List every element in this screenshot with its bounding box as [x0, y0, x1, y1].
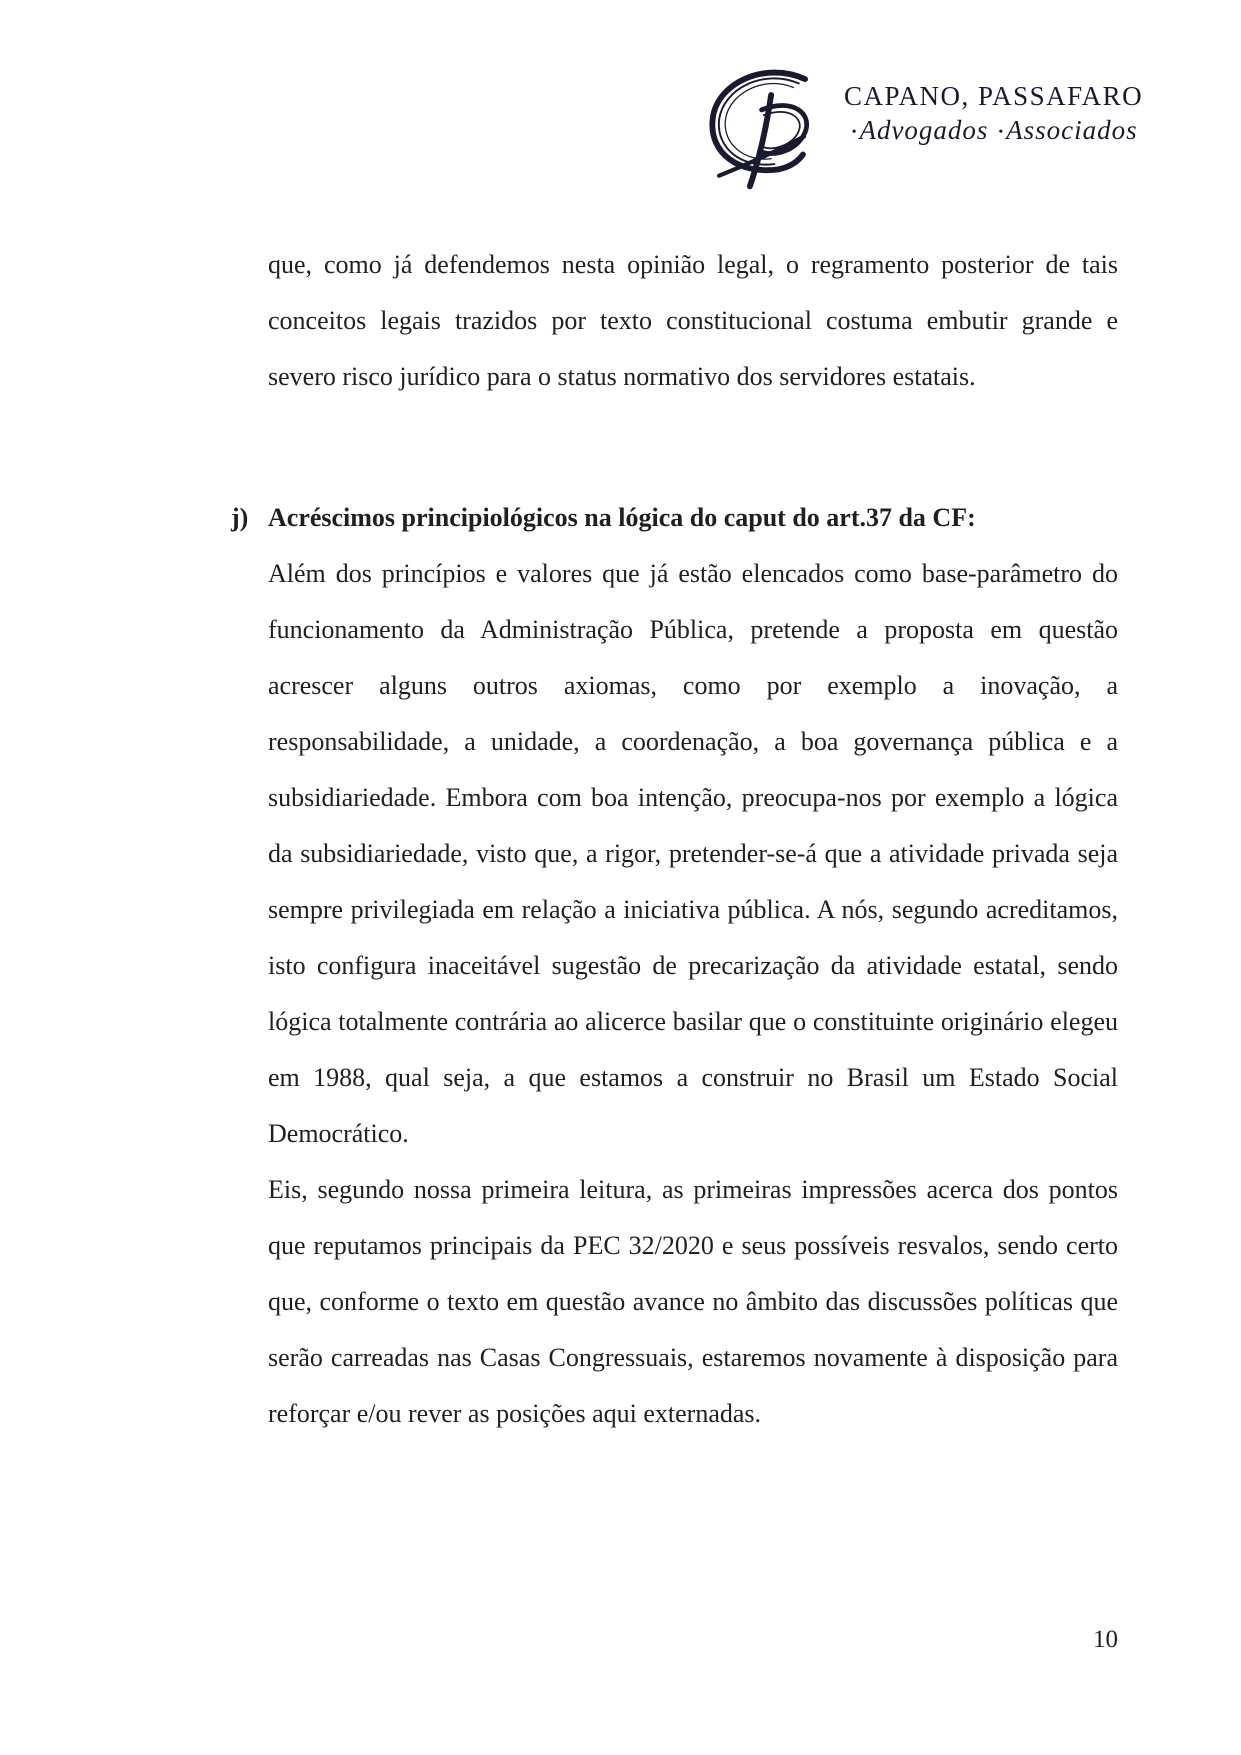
paragraph: Eis, segundo nossa primeira leitura, as primeiras impressões acerca dos pontos que reputamos principais da PEC 32/2020 e seus possíveis resvalos, sendo certo que, conforme o texto em questão avance no âmbito das discussões políticas que serão carreadas nas Casas Congressuais, estaremos novamente à disposição para reforçar e/ou rever as posições aqui externadas.: [268, 1175, 1118, 1428]
document-body: [231, 237, 1118, 1442]
firm-tagline: [844, 115, 1143, 146]
tagline-word: Associados: [1006, 115, 1138, 145]
section-heading-text: Acréscimos principiológicos na lógica do caput do art.37 da CF:: [268, 503, 976, 532]
page-number: 10: [1093, 1626, 1118, 1653]
tagline-ornament-dot: •: [851, 124, 858, 140]
logo-text-block: [844, 81, 1143, 146]
cp-monogram-icon: [700, 65, 838, 193]
tagline-ornament-dot: •: [998, 124, 1005, 140]
law-firm-logo: [700, 55, 1143, 193]
paragraph: Além dos princípios e valores que já estão elencados como base-parâmetro do funcionamento da Administração Pública, pretende a proposta em questão acrescer alguns outros axiomas, como por exemplo a inovação, a responsabilidade, a unidade, a coordenação, a boa governança pública e a subsidiariedade. Embora com boa intenção, preocupa-nos por exemplo a lógica da subsidiariedade, visto que, a rigor, pretender-se-á que a atividade privada seja sempre privilegiada em relação a iniciativa pública. A nós, segundo acreditamos, isto configura inaceitável sugestão de precarização da atividade estatal, sendo lógica totalmente contrária ao alicerce basilar que o constituinte originário elegeu em 1988, qual seja, a que estamos a construir no Brasil um Estado Social Democrático.: [268, 559, 1118, 1148]
firm-name: CAPANO, PASSAFARO: [844, 81, 1144, 111]
section-heading: [231, 490, 1118, 546]
section-heading-marker: j): [231, 503, 249, 532]
paragraph-continuation: que, como já defendemos nesta opinião legal, o regramento posterior de tais conceitos legais trazidos por texto constitucional costuma embutir grande e severo risco jurídico para o status normativo dos servidores estatais.: [268, 250, 1118, 391]
tagline-word: Advogados: [859, 115, 989, 145]
